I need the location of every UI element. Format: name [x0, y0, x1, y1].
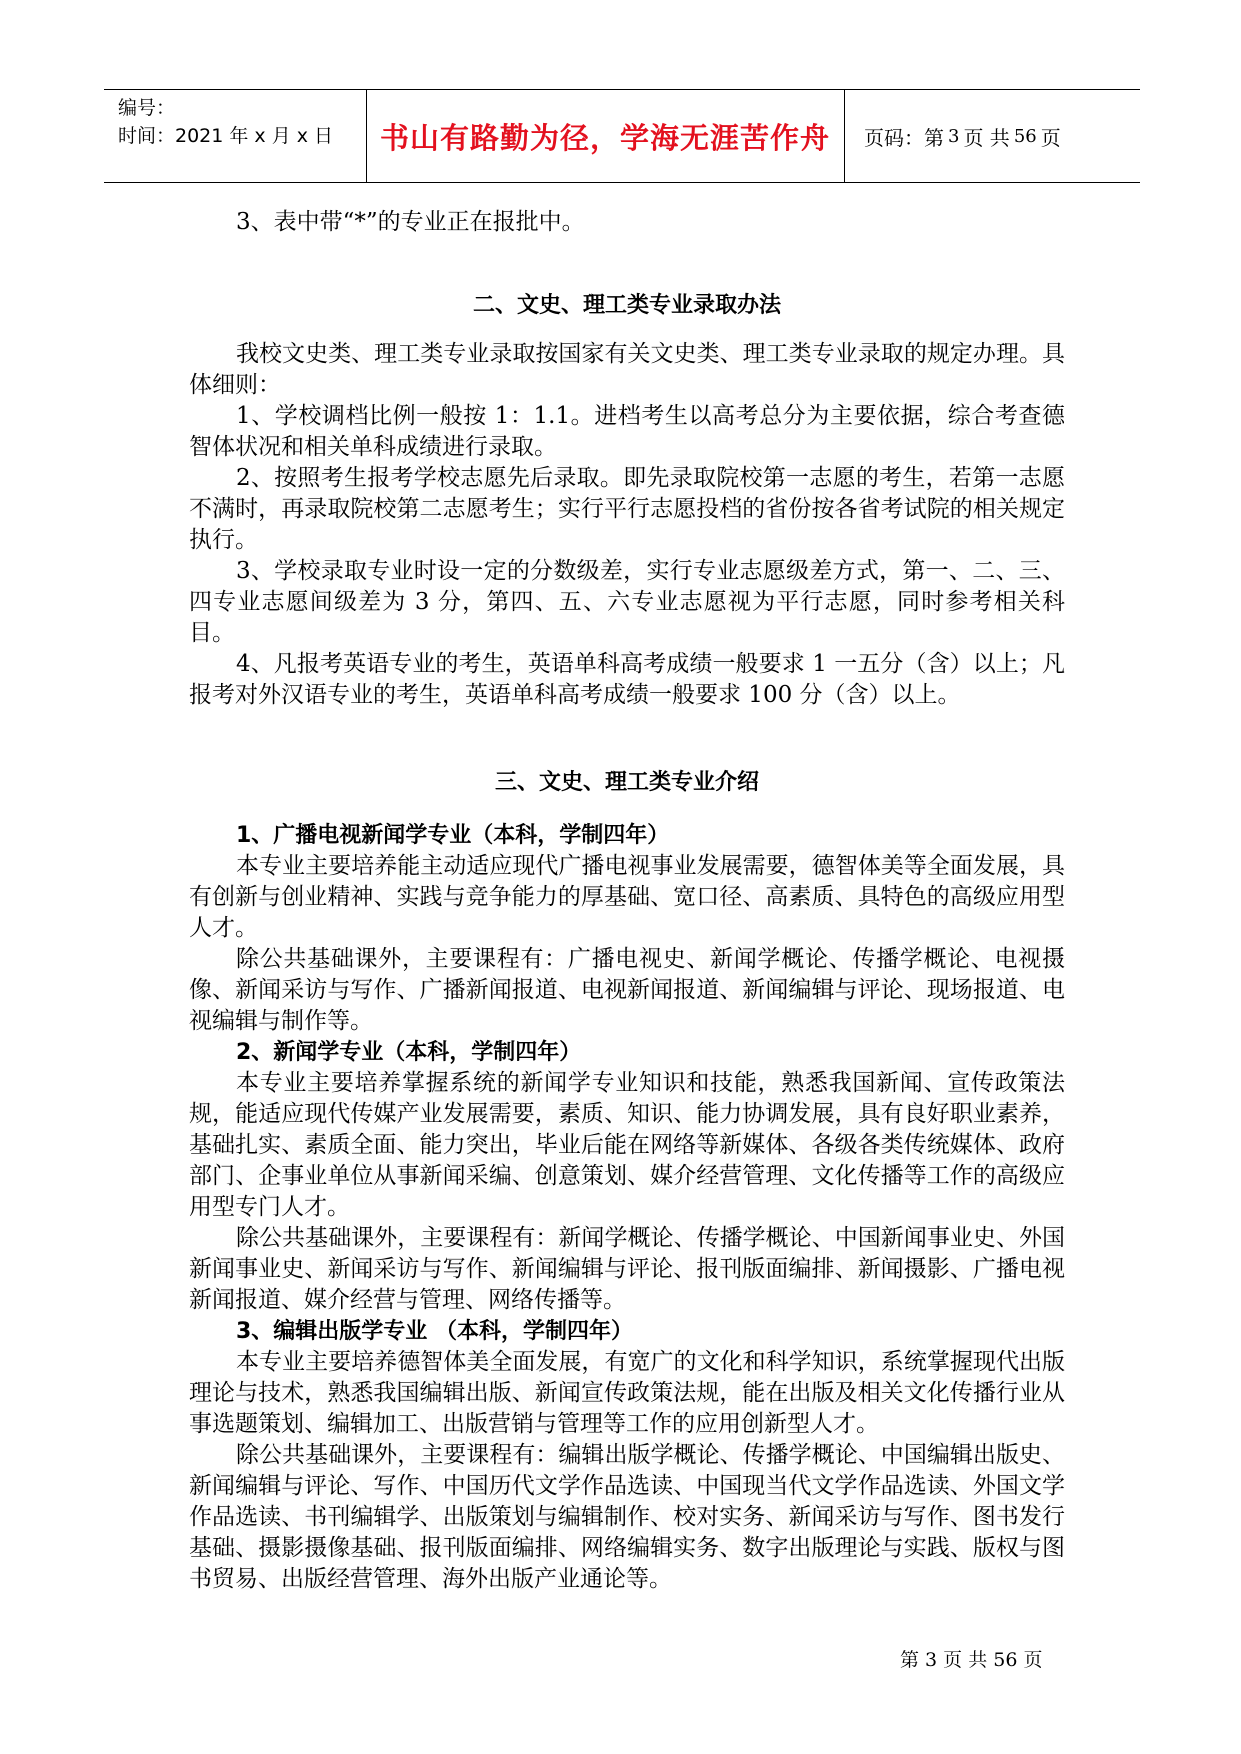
document-body	[189, 207, 1065, 1595]
section-2-item-3: 3、学校录取专业时设一定的分数级差，实行专业志愿级差方式，第一、二、三、四专业志愿间级差为 3 分，第四、五、六专业志愿视为平行志愿，同时参考相关科目。	[189, 558, 1065, 646]
major-1-courses: 除公共基础课外，主要课程有：广播电视史、新闻学概论、传播学概论、电视摄像、新闻采访与写作、广播新闻报道、电视新闻报道、新闻编辑与评论、现场报道、电视编辑与制作等。	[189, 946, 1065, 1034]
major-1-title: 1、广播电视新闻学专业（本科，学制四年）	[236, 823, 670, 848]
page-suffix: 页	[1040, 125, 1061, 150]
major-2-title: 2、新闻学专业（本科，学制四年）	[236, 1040, 582, 1065]
major-3-courses: 除公共基础课外，主要课程有：编辑出版学概论、传播学概论、中国编辑出版史、新闻编辑与评论、写作、中国历代文学作品选读、中国现当代文学作品选读、外国文学作品选读、书刊编辑学、出版策划与编辑制作、校对实务、新闻采访与写作、图书发行基础、摄影摄像基础、报刊版面编排、网络编辑实务、数字出版理论与实践、版权与图书贸易、出版经营管理、海外出版产业通论等。	[189, 1442, 1065, 1592]
page-number: 3	[948, 125, 960, 147]
header-page-info	[864, 90, 1124, 182]
header-meta	[118, 94, 358, 150]
major-1-description: 本专业主要培养能主动适应现代广播电视事业发展需要，德智体美等全面发展，具有创新与创业精神、实践与竞争能力的厚基础、宽口径、高素质、具特色的高级应用型人才。	[189, 853, 1065, 941]
section-2-title: 二、文史、理工类专业录取办法	[472, 293, 781, 318]
header-divider	[844, 90, 845, 182]
note-3: 3、表中带“*”的专业正在报批中。	[236, 209, 585, 235]
document-time: 时间：2021 年 x 月 x 日	[118, 125, 334, 147]
major-2-courses: 除公共基础课外，主要课程有：新闻学概论、传播学概论、中国新闻事业史、外国新闻事业史、新闻采访与写作、新闻编辑与评论、报刊版面编排、新闻摄影、广播电视新闻报道、媒介经营与管理、网络传播等。	[189, 1225, 1065, 1313]
major-3-description: 本专业主要培养德智体美全面发展，有宽广的文化和科学知识，系统掌握现代出版理论与技术，熟悉我国编辑出版、新闻宣传政策法规，能在出版及相关文化传播行业从事选题策划、编辑加工、出版营销与管理等工作的应用创新型人才。	[189, 1349, 1065, 1437]
page-mid: 页 共	[963, 125, 1010, 150]
page-footer: 第 3 页 共 56 页	[900, 1649, 1043, 1671]
major-3-title: 3、编辑出版学专业 （本科，学制四年）	[236, 1319, 633, 1344]
major-2-description: 本专业主要培养掌握系统的新闻学专业知识和技能，熟悉我国新闻、宣传政策法规，能适应现代传媒产业发展需要，素质、知识、能力协调发展，具有良好职业素养，基础扎实、素质全面、能力突出，毕业后能在网络等新媒体、各级各类传统媒体、政府部门、企事业单位从事新闻采编、创意策划、媒介经营管理、文化传播等工作的高级应用型专门人才。	[189, 1070, 1065, 1220]
section-3-title: 三、文史、理工类专业介绍	[494, 770, 759, 795]
header-motto: 书山有路勤为径，学海无涯苦作舟	[379, 120, 830, 155]
section-2-intro: 我校文史类、理工类专业录取按国家有关文史类、理工类专业录取的规定办理。具体细则：	[189, 341, 1065, 398]
document-number-label: 编号：	[118, 97, 176, 119]
section-2-item-2: 2、按照考生报考学校志愿先后录取。即先录取院校第一志愿的考生，若第一志愿不满时，再录取院校第二志愿考生；实行平行志愿投档的省份按各省考试院的相关规定执行。	[189, 465, 1065, 553]
section-2-item-1: 1、学校调档比例一般按 1：1.1。进档考生以高考总分为主要依据，综合考查德智体状况和相关单科成绩进行录取。	[189, 403, 1065, 460]
section-2-item-4: 4、凡报考英语专业的考生，英语单科高考成绩一般要求 1 一五分（含）以上；凡报考对外汉语专业的考生，英语单科高考成绩一般要求 100 分（含）以上。	[189, 651, 1065, 708]
page-prefix: 页码：第	[864, 125, 944, 150]
page-total: 56	[1013, 125, 1037, 147]
page-header	[104, 89, 1140, 183]
